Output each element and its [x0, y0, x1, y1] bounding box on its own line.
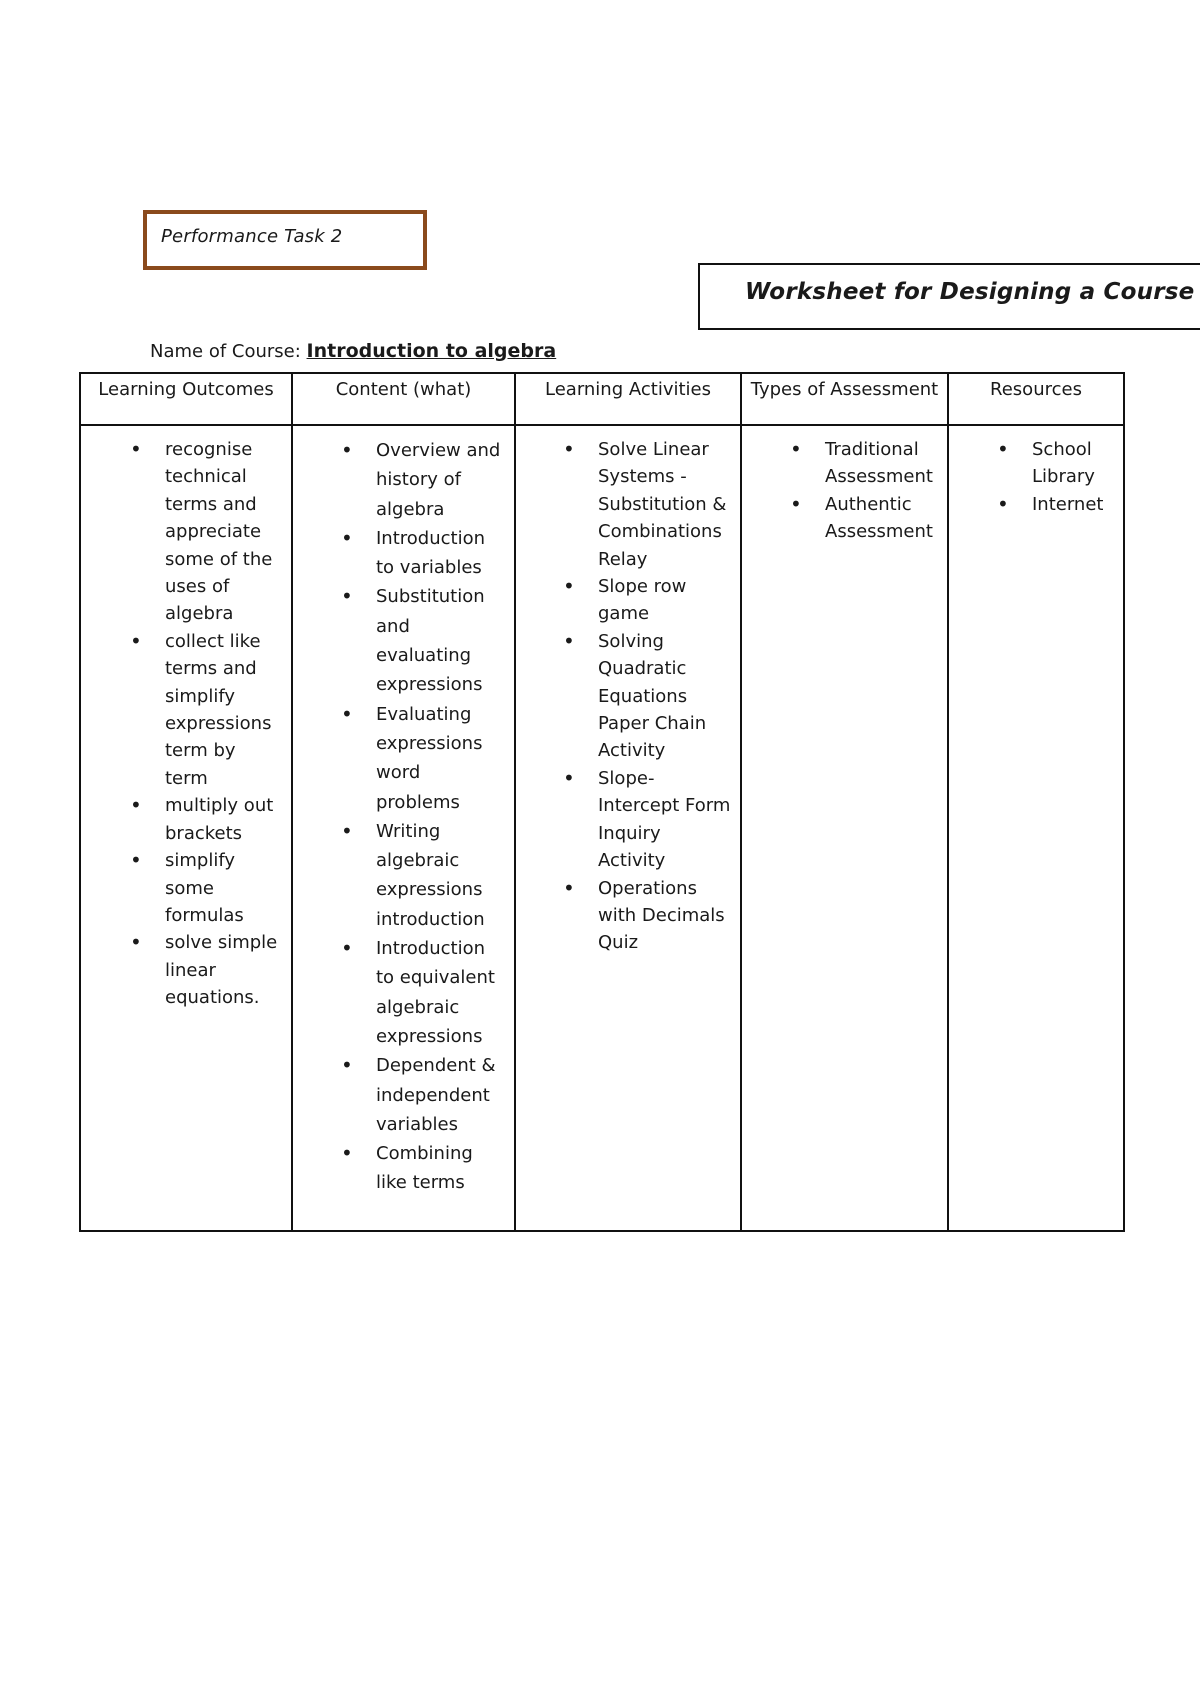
- course-name-line: [150, 340, 556, 362]
- learning-outcomes-cell: [80, 425, 292, 1231]
- header-types-of-assessment: Types of Assessment: [741, 373, 948, 425]
- resources-cell: [948, 425, 1124, 1231]
- list-item: • multiply out brackets: [165, 792, 283, 847]
- header-learning-activities: Learning Activities: [515, 373, 741, 425]
- resources-list: [1032, 436, 1115, 518]
- header-resources: Resources: [948, 373, 1124, 425]
- list-item: • Slope row game: [598, 573, 732, 628]
- list-item: • solve simple linear equations.: [165, 929, 283, 1011]
- table-body-row: [80, 425, 1124, 1231]
- content-cell: [292, 425, 515, 1231]
- course-label: Name of Course:: [150, 341, 301, 362]
- list-item: • Introduction to variables: [376, 524, 506, 583]
- list-item: • Solve Linear Systems - Substitution & Combinations Relay: [598, 436, 732, 573]
- types-of-assessment-cell: [741, 425, 948, 1231]
- list-item: • Combining like terms: [376, 1139, 506, 1198]
- learning-activities-list: [598, 436, 732, 957]
- list-item: • Writing algebraic expressions introduction: [376, 817, 506, 934]
- list-item: • Introduction to equivalent algebraic expressions: [376, 934, 506, 1051]
- types-of-assessment-list: [825, 436, 939, 546]
- content-list: [376, 436, 506, 1198]
- list-item: • Overview and history of algebra: [376, 436, 506, 524]
- header-content: Content (what): [292, 373, 515, 425]
- list-item: • Substitution and evaluating expressions: [376, 582, 506, 699]
- performance-task-label: Performance Task 2: [161, 226, 343, 247]
- list-item: • Solving Quadratic Equations Paper Chain Activity: [598, 628, 732, 765]
- table-header-row: [80, 373, 1124, 425]
- course-design-table: [79, 372, 1125, 1232]
- learning-activities-cell: [515, 425, 741, 1231]
- learning-outcomes-list: [165, 436, 283, 1012]
- course-name: Introduction to algebra: [306, 340, 557, 362]
- list-item: • Operations with Decimals Quiz: [598, 875, 732, 957]
- list-item: • Authentic Assessment: [825, 491, 939, 546]
- list-item: • Evaluating expressions word problems: [376, 700, 506, 817]
- performance-task-box: [143, 210, 427, 270]
- list-item: • Slope-Intercept Form Inquiry Activity: [598, 765, 732, 875]
- list-item: • simplify some formulas: [165, 847, 283, 929]
- header-learning-outcomes: Learning Outcomes: [80, 373, 292, 425]
- list-item: • collect like terms and simplify expressions term by term: [165, 628, 283, 792]
- list-item: • Internet: [1032, 491, 1115, 518]
- list-item: • Dependent & independent variables: [376, 1051, 506, 1139]
- list-item: • recognise technical terms and appreciate some of the uses of algebra: [165, 436, 283, 628]
- list-item: • Traditional Assessment: [825, 436, 939, 491]
- list-item: • School Library: [1032, 436, 1115, 491]
- worksheet-title-box: [698, 263, 1200, 330]
- worksheet-title: Worksheet for Designing a Course: [745, 279, 1195, 305]
